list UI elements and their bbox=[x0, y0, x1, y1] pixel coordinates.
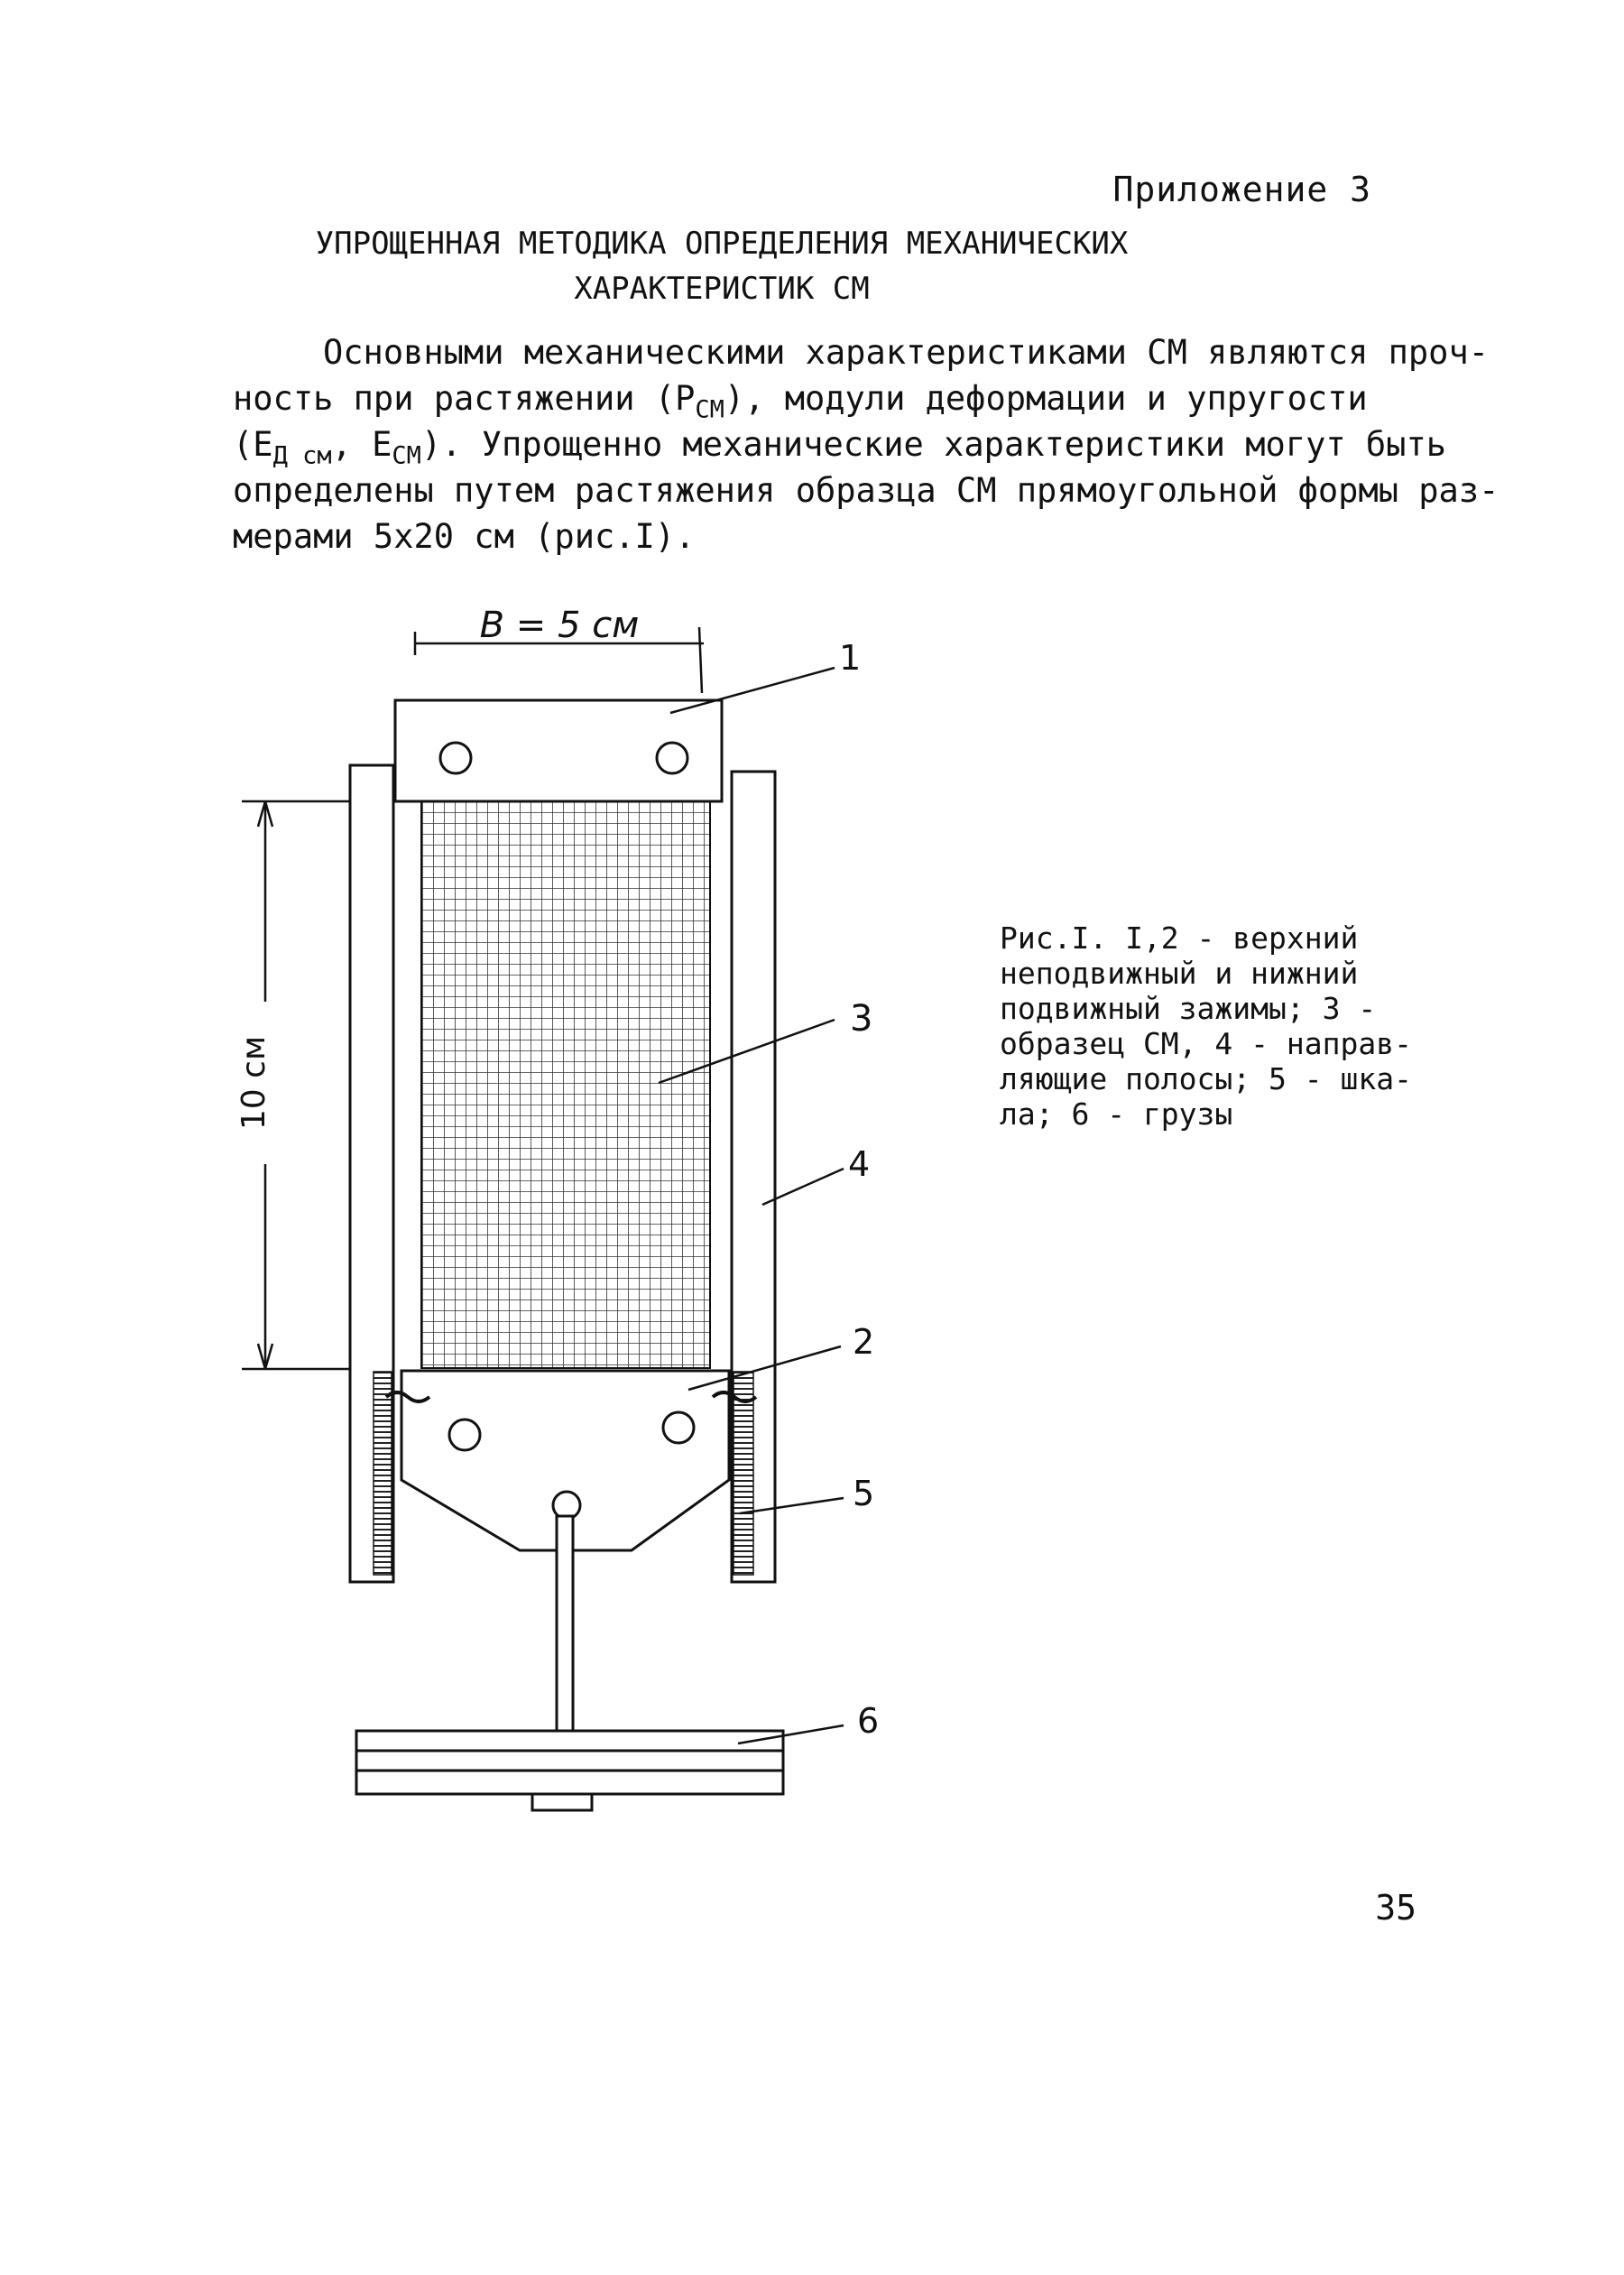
caption-line: подвижный зажимы; 3 - bbox=[1000, 991, 1377, 1026]
top-clamp-bolt bbox=[440, 743, 471, 773]
weight-plate bbox=[356, 1751, 783, 1771]
bottom-clamp-bolt bbox=[449, 1420, 480, 1450]
specimen-mesh bbox=[421, 801, 710, 1368]
subscript: Д см bbox=[272, 441, 332, 470]
subscript: СМ bbox=[392, 441, 421, 470]
callout-6: 6 bbox=[857, 1701, 880, 1741]
top-clamp-bolt bbox=[657, 743, 687, 773]
paragraph-text: ность при растяжении (Р bbox=[233, 379, 696, 418]
caption-line: образец СМ, 4 - направ- bbox=[1000, 1026, 1412, 1061]
callout-4: 4 bbox=[848, 1144, 871, 1184]
appendix-label: Приложение 3 bbox=[1112, 170, 1371, 209]
caption-line: ла; 6 - грузы bbox=[1000, 1096, 1233, 1132]
caption-line: неподвижный и нижний bbox=[1000, 956, 1359, 991]
callout-2: 2 bbox=[853, 1322, 875, 1362]
paragraph-line-5: мерами 5х20 см (рис.I). bbox=[233, 517, 696, 556]
callout-5: 5 bbox=[853, 1474, 875, 1513]
left-scale bbox=[374, 1372, 392, 1575]
bottom-clamp-bolt bbox=[663, 1412, 694, 1443]
paragraph-text: (Е bbox=[233, 425, 273, 464]
caption-line: Рис.I. I,2 - верхний bbox=[1000, 920, 1359, 956]
weight-plate bbox=[356, 1731, 783, 1751]
callout-3: 3 bbox=[850, 998, 873, 1040]
paragraph-text: Основными механическими характеристиками СМ являются проч- bbox=[323, 333, 1490, 372]
weight-plate bbox=[356, 1771, 783, 1794]
document-title-line-2: ХАРАКТЕРИСТИК СМ bbox=[574, 271, 870, 307]
height-dimension-label: 10 см bbox=[235, 1035, 272, 1131]
document-title-line-1: УПРОЩЕННАЯ МЕТОДИКА ОПРЕДЕЛЕНИЯ МЕХАНИЧЕСКИХ bbox=[315, 226, 1129, 262]
subscript: СМ bbox=[695, 395, 724, 424]
page-number: 35 bbox=[1375, 1888, 1416, 1928]
figure-caption bbox=[1000, 920, 1451, 1132]
width-dimension-label: B = 5 см bbox=[479, 605, 640, 646]
paragraph-text: , Е bbox=[331, 425, 392, 464]
paragraph-text: ), модули деформации и упругости bbox=[724, 379, 1368, 418]
callout-1: 1 bbox=[839, 638, 862, 678]
load-rod bbox=[557, 1516, 573, 1731]
caption-line: ляющие полосы; 5 - шка- bbox=[1000, 1061, 1412, 1096]
paragraph-line-4: определены путем растяжения образца СМ прямоугольной формы раз- bbox=[233, 471, 1499, 510]
paragraph-text: ). Упрощенно механические характеристики могут быть bbox=[420, 425, 1447, 464]
weight-stub bbox=[532, 1794, 592, 1810]
